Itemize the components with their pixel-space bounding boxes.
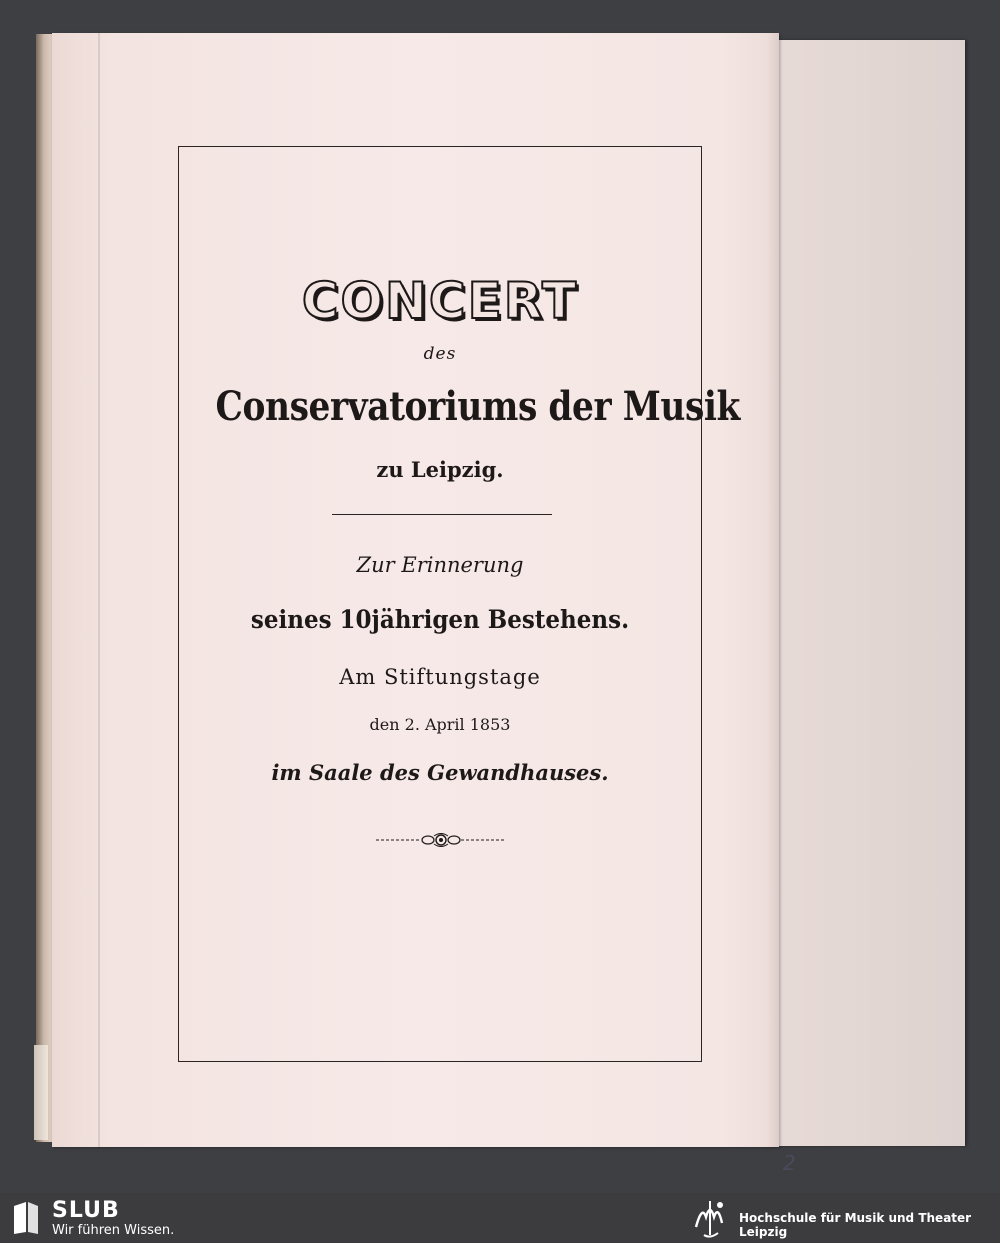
page-crease: [98, 33, 100, 1147]
subtitle-day: Am Stiftungstage: [339, 665, 541, 689]
hmt-logo-icon[interactable]: [692, 1197, 730, 1239]
title-des: des: [423, 344, 457, 364]
slub-logo-icon[interactable]: [10, 1200, 42, 1236]
back-sheet: [760, 40, 965, 1146]
handwritten-page-number: 2: [783, 1151, 796, 1175]
subtitle-venue: im Saale des Gewandhauses.: [271, 760, 609, 785]
slub-name[interactable]: SLUB: [52, 1198, 120, 1223]
title-city: zu Leipzig.: [376, 457, 504, 482]
title-conservatorium: Conservatoriums der Musik: [215, 383, 740, 430]
footer-bar: [0, 1193, 1000, 1243]
title-page: [52, 33, 796, 1175]
hmt-name[interactable]: Hochschule für Musik und Theater Leipzig: [739, 1211, 972, 1239]
title-concert: CONCERT: [301, 272, 579, 330]
subtitle-memory: Zur Erinnerung: [356, 553, 524, 577]
ornament-divider: [376, 831, 506, 849]
slub-tagline: Wir führen Wissen.: [52, 1223, 175, 1238]
subtitle-date: den 2. April 1853: [369, 715, 511, 734]
page-edge: [767, 33, 779, 1147]
subtitle-anniversary: seines 10jährigen Bestehens.: [250, 605, 630, 634]
binding-tear: [34, 1045, 48, 1140]
title-frame: [178, 146, 740, 1062]
divider-rule: [332, 514, 552, 515]
